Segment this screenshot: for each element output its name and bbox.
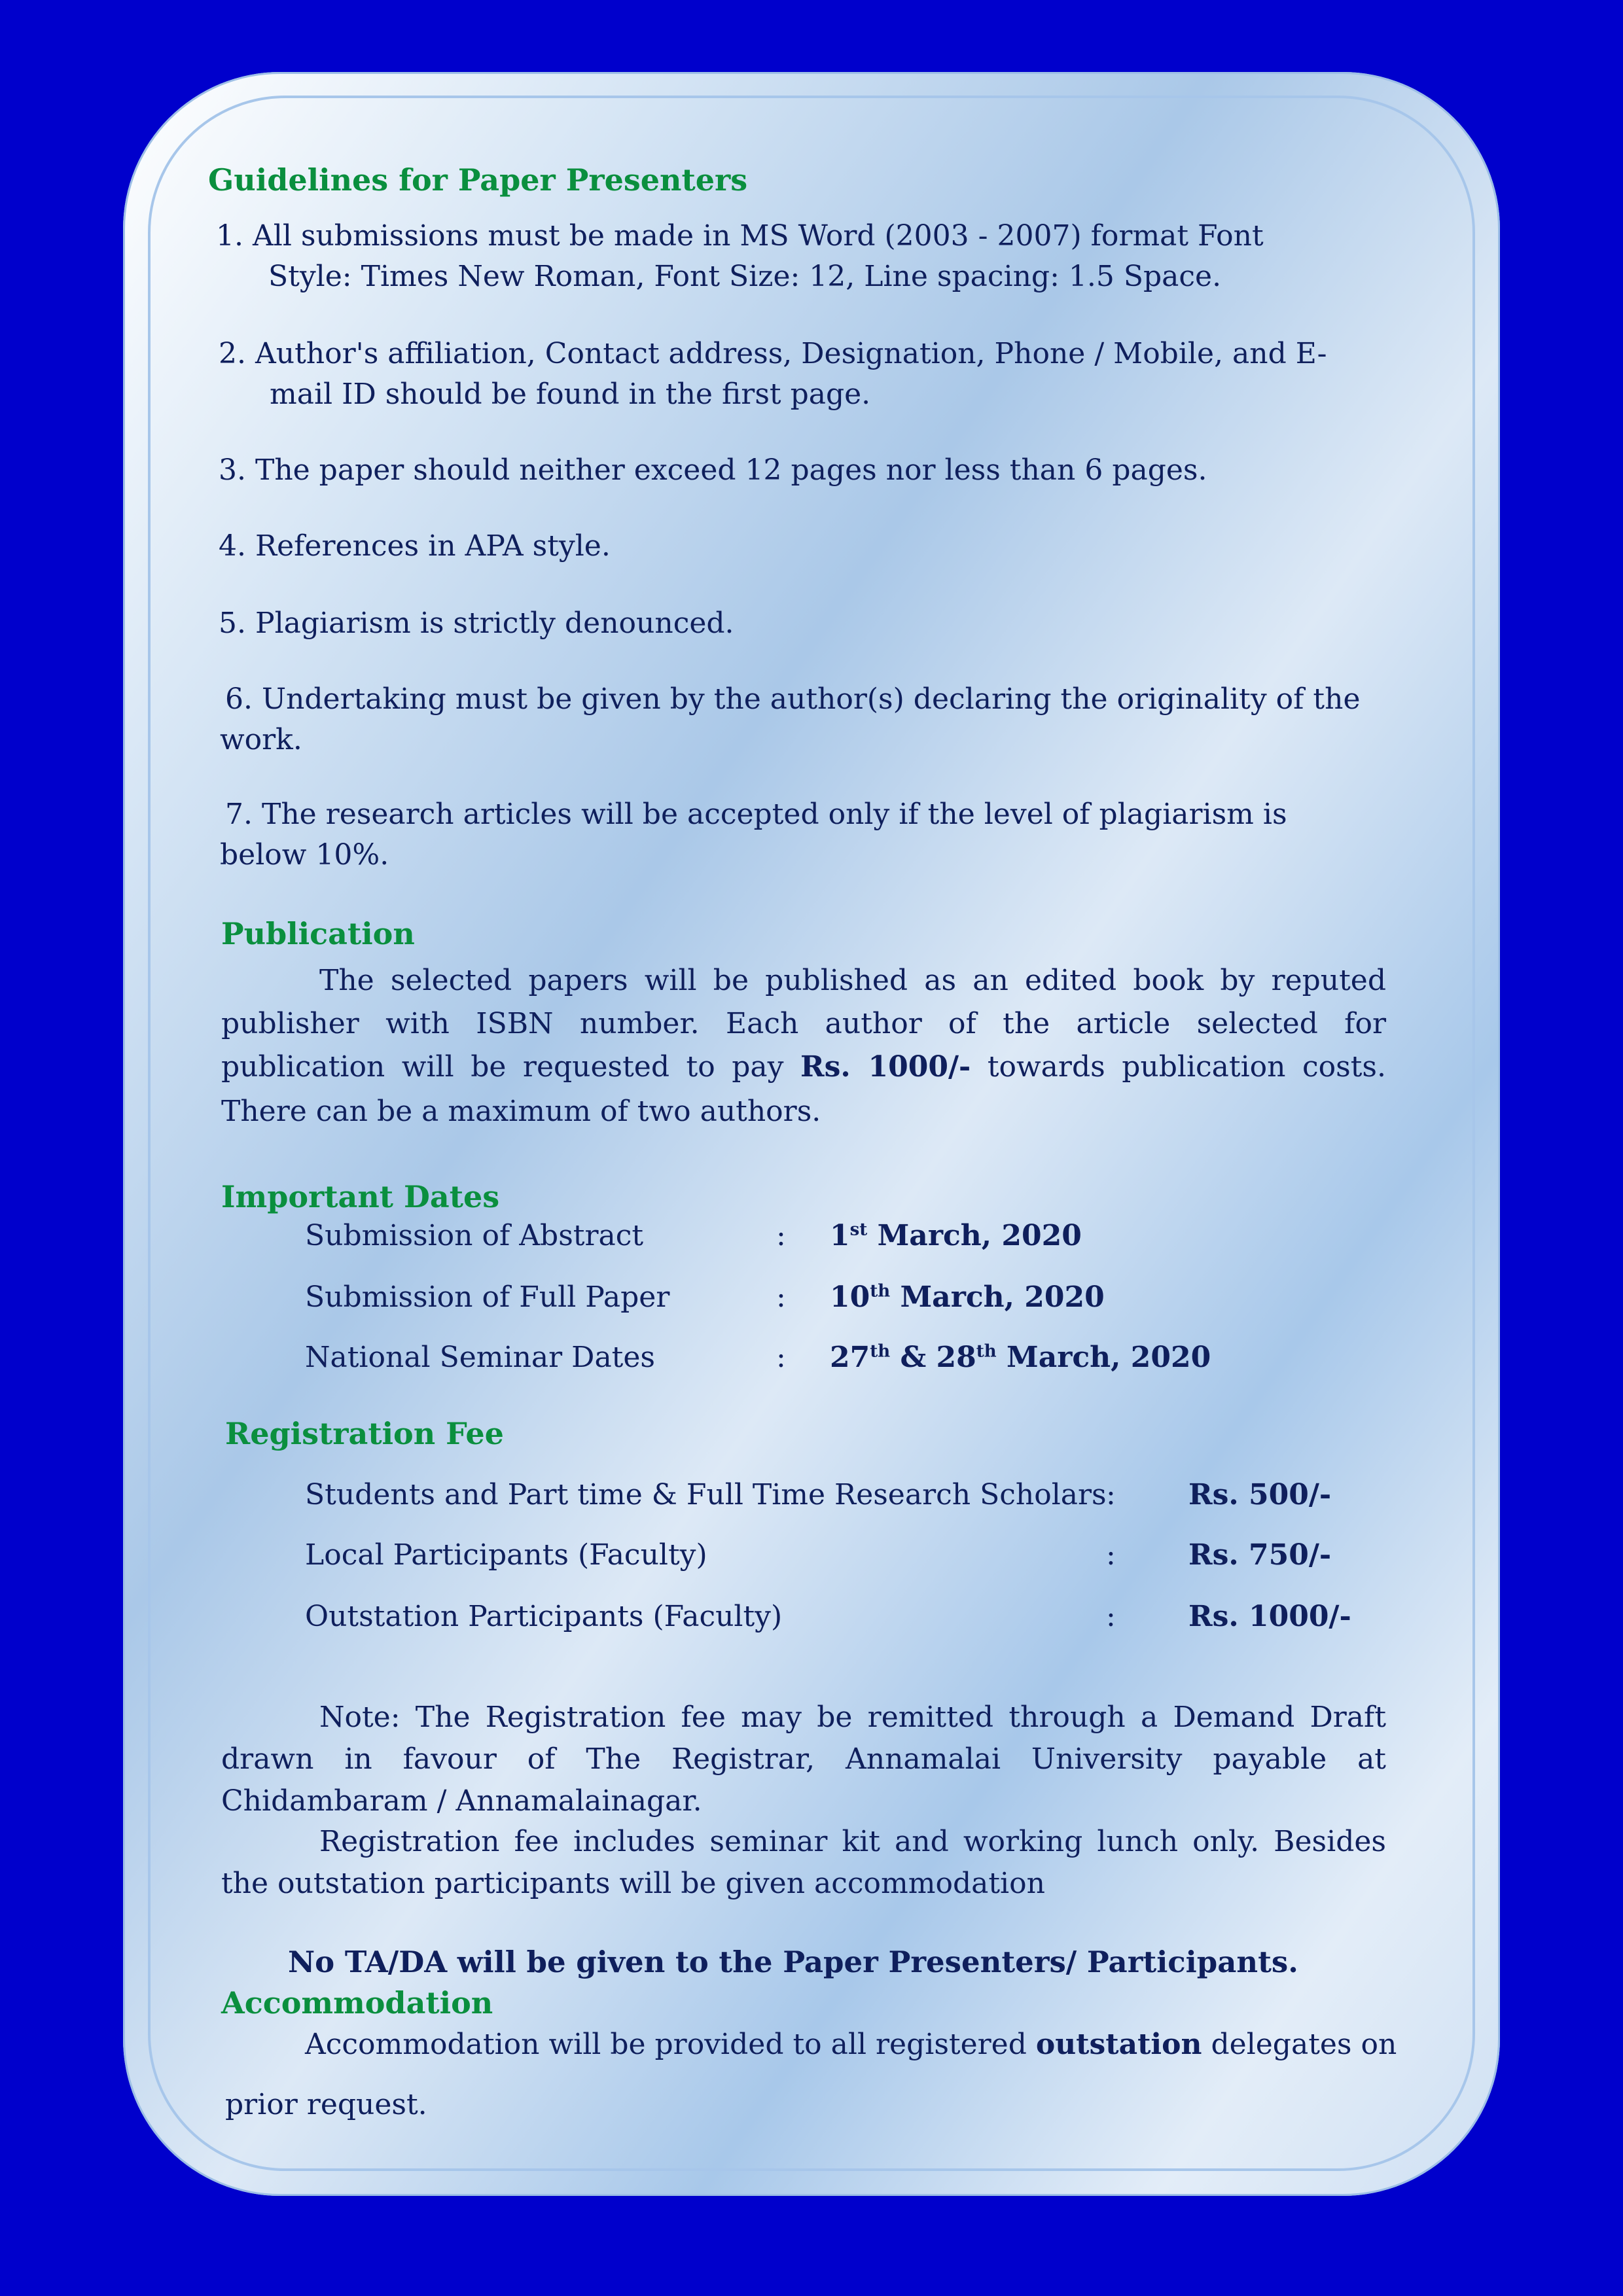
fee-label-students: Students and Part time & Full Time Research Scholars — [305, 1478, 1107, 1511]
guideline-2-line-2: mail ID should be found in the first page. — [270, 378, 871, 411]
important-dates-heading: Important Dates — [221, 1179, 500, 1214]
registration-heading: Registration Fee — [225, 1416, 504, 1451]
date-value-abstract: 1st March, 2020 — [830, 1219, 1082, 1252]
guideline-1-line-2: Style: Times New Roman, Font Size: 12, Line spacing: 1.5 Space. — [268, 260, 1222, 293]
date-value-full-paper: 10th March, 2020 — [830, 1280, 1105, 1314]
date-colon: : — [776, 1219, 786, 1252]
accommodation-heading: Accommodation — [221, 1985, 493, 2021]
date-colon: : — [776, 1341, 786, 1374]
guidelines-heading: Guidelines for Paper Presenters — [208, 162, 748, 198]
fee-colon: : — [1106, 1478, 1116, 1511]
fee-colon: : — [1106, 1600, 1116, 1633]
note-line-3: Chidambaram / Annamalainagar. — [221, 1784, 702, 1818]
guideline-6-line-1: 6. Undertaking must be given by the author(s) declaring the originality of the — [225, 682, 1361, 716]
fee-value-local: Rs. 750/- — [1188, 1538, 1332, 1572]
accommodation-line-2: prior request. — [225, 2088, 427, 2121]
kit-line-2: the outstation participants will be given accommodation — [221, 1867, 1045, 1900]
date-colon: : — [776, 1280, 786, 1314]
publication-heading: Publication — [221, 916, 415, 951]
date-label-abstract: Submission of Abstract — [305, 1219, 644, 1252]
no-tada-notice: No TA/DA will be given to the Paper Presenters/ Participants. — [288, 1945, 1298, 1979]
fee-value-students: Rs. 500/- — [1188, 1478, 1332, 1511]
accommodation-line-1: Accommodation will be provided to all registered outstation delegates on — [305, 2028, 1397, 2061]
guideline-1-line-1: 1. All submissions must be made in MS Word (2003 - 2007) format Font — [216, 219, 1264, 253]
publication-line-2: publisher with ISBN number. Each author of the article selected for — [221, 1007, 1386, 1040]
note-line-2: drawn in favour of The Registrar, Annamalai University payable at — [221, 1742, 1386, 1776]
guideline-7-line-1: 7. The research articles will be accepted only if the level of plagiarism is — [225, 798, 1287, 831]
publication-fee: Rs. 1000/- — [800, 1050, 971, 1084]
guideline-5: 5. Plagiarism is strictly denounced. — [219, 607, 734, 640]
publication-line-1: The selected papers will be published as an edited book by reputed — [319, 964, 1386, 997]
guideline-6-line-2: work. — [220, 723, 302, 756]
guideline-2-line-1: 2. Author's affiliation, Contact address, Designation, Phone / Mobile, and E- — [219, 337, 1327, 370]
fee-value-outstation: Rs. 1000/- — [1188, 1600, 1351, 1633]
fee-label-local: Local Participants (Faculty) — [305, 1538, 707, 1572]
note-line-1: Note: The Registration fee may be remitted through a Demand Draft — [319, 1701, 1386, 1734]
publication-line-3: publication will be requested to pay Rs. 1000/- towards publication costs. — [221, 1050, 1386, 1084]
date-label-seminar: National Seminar Dates — [305, 1341, 655, 1374]
date-value-seminar: 27th & 28th March, 2020 — [830, 1341, 1211, 1374]
fee-colon: : — [1106, 1538, 1116, 1572]
kit-line-1: Registration fee includes seminar kit and working lunch only. Besides — [319, 1825, 1386, 1858]
publication-line-4: There can be a maximum of two authors. — [221, 1095, 821, 1128]
date-label-full-paper: Submission of Full Paper — [305, 1280, 670, 1314]
guideline-4: 4. References in APA style. — [219, 529, 611, 563]
guideline-3: 3. The paper should neither exceed 12 pages nor less than 6 pages. — [219, 453, 1207, 487]
fee-label-outstation: Outstation Participants (Faculty) — [305, 1600, 783, 1633]
guideline-7-line-2: below 10%. — [220, 838, 389, 872]
